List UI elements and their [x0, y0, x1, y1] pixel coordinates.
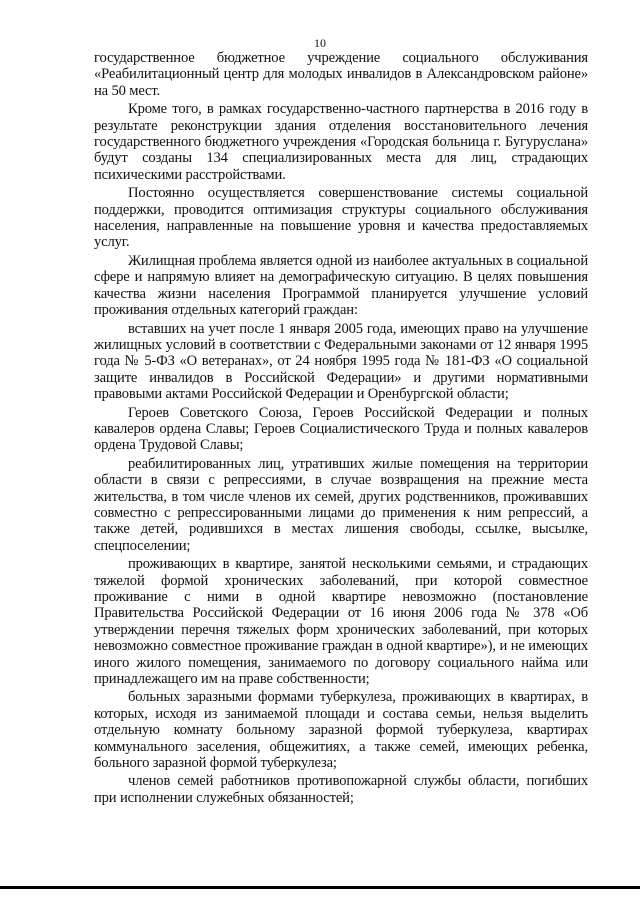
page-number: 10: [314, 36, 326, 50]
paragraph-9: больных заразными формами туберкулеза, проживающих в квартирах, в которых, исходя из занимаемой площади и состава семьи, нельзя выделить отдельную комнату больному заразной формой туберкулеза, квартирах коммунального заселения, общежитиях, а также семей, имеющих ребенка, больного заразной формой туберкулеза;: [94, 689, 588, 772]
paragraph-2: Кроме того, в рамках государственно-частного партнерства в 2016 году в результате реконструкции здания отделения восстановительного лечения государственного бюджетного учреждения «Городская больница г. Бугуруслана» будут созданы 134 специализированных места для лиц, страдающих психическими расстройствами.: [94, 101, 588, 183]
document-body: [94, 50, 588, 808]
paragraph-5: вставших на учет после 1 января 2005 года, имеющих право на улучшение жилищных условий в соответствии с Федеральными законами от 12 января 1995 года № 5-ФЗ «О ветеранах», от 24 ноября 1995 года № 181-ФЗ «О социальной защите инвалидов в Российской Федерации» и другими нормативными правовыми актами Российской Федерации и Оренбургской области;: [94, 320, 588, 403]
paragraph-8: проживающих в квартире, занятой несколькими семьями, и страдающих тяжелой формой хронических заболеваний, при которой совместное проживание с ними в одной квартире невозможно (постановление Правительства Российской Федерации от 16 июня 2006 года № 378 «Об утверждении перечня тяжелых форм хронических заболеваний, при которых невозможно совместное проживание граждан в одной квартире»), и не имеющих иного жилого помещения, занимаемого по договору социального найма или принадлежащего им на праве собственности;: [94, 556, 588, 688]
paragraph-6: Героев Советского Союза, Героев Российской Федерации и полных кавалеров ордена Славы; Героев Социалистического Труда и полных кавалеров ордена Трудовой Славы;: [94, 404, 588, 454]
bottom-rule: [0, 886, 640, 889]
paragraph-4: Жилищная проблема является одной из наиболее актуальных в социальной сфере и напрямую влияет на демографическую ситуацию. В целях повышения качества жизни населения Программой планируется улучшение условий проживания отдельных категорий граждан:: [94, 252, 588, 319]
paragraph-10: членов семей работников противопожарной службы области, погибших при исполнении служебных обязанностей;: [94, 773, 588, 806]
paragraph-3: Постоянно осуществляется совершенствование системы социальной поддержки, проводится оптимизация структуры социального обслуживания населения, направленные на повышение уровня и качества предоставляемых услуг.: [94, 185, 588, 251]
paragraph-1: государственное бюджетное учреждение социального обслуживания «Реабилитационный центр для молодых инвалидов в Александровском районе» на 50 мест.: [94, 50, 588, 99]
paragraph-7: реабилитированных лиц, утративших жилые помещения на территории области в связи с репрессиями, в случае возвращения на прежние места жительства, в том числе членов их семей, других родственников, проживавших совместно с репрессированными лицами до применения к ним репрессий, а также детей, родившихся в местах лишения свободы, ссылке, высылке, спецпоселении;: [94, 455, 588, 554]
